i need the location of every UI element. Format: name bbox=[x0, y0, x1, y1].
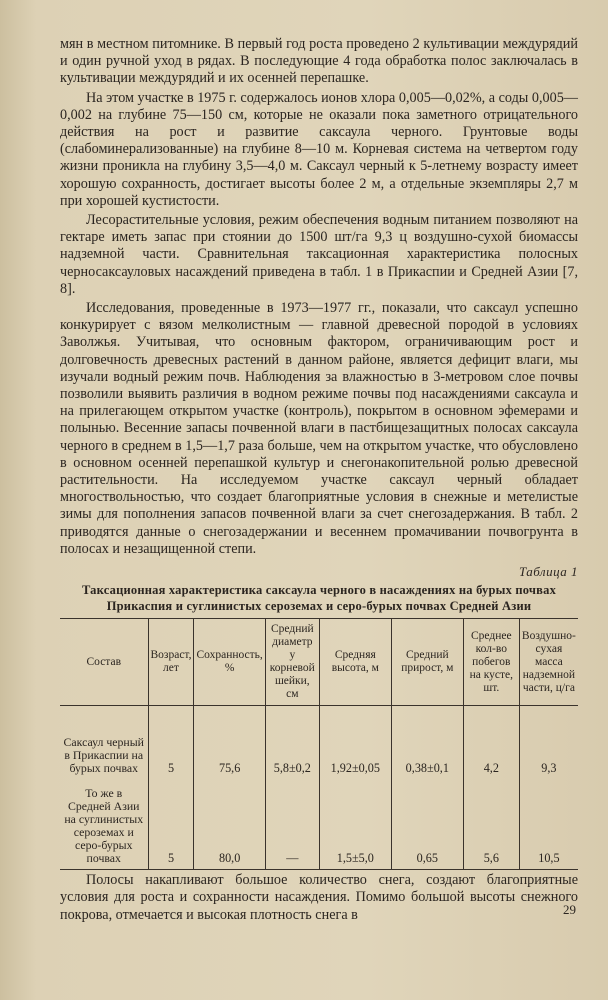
header-diameter: Средний диаметр у корневой шейки, см bbox=[265, 619, 319, 706]
paragraph-1: мян в местном питомнике. В первый год роста проведено 2 культивации междурядий и один ручной уход в рядах. В последующие 4 года обработка полос заключалась в культивации междурядий и их осенней перепашке. bbox=[60, 36, 578, 87]
header-age: Возраст, лет bbox=[148, 619, 194, 706]
cell-growth: 0,65 bbox=[391, 783, 463, 870]
cell-composition: Саксаул черный в Прикаспии на бурых почвах bbox=[63, 735, 144, 776]
cell-age: 5 bbox=[148, 783, 194, 870]
page-number: 29 bbox=[563, 902, 576, 917]
table-row bbox=[60, 706, 578, 784]
cell-composition: То же в Средней Азии на суглинистых сероземах и серо-бурых почвах bbox=[60, 783, 148, 870]
header-biomass: Воздушно-сухая масса надземной части, ц/га bbox=[519, 619, 578, 706]
cell-biomass: 9,3 bbox=[519, 706, 578, 784]
paragraph-2: На этом участке в 1975 г. содержалось ионов хлора 0,005—0,02%, а соды 0,005—0,002 на глубине 75—150 см, которые не оказали пока заметного отрицательного действия на рост и развитие саксаула черного. Грунтовые воды (слабоминерализованные) на глубине 8—10 м. Корневая система на четвертом году жизни проникла на глубину 3,5—4,0 м. Саксаул черный к 5-летнему возрасту имеет хорошую сохранность, достигает высоты более 2 м, а отдельные экземпляры 2,7 м при хорошей кустистости. bbox=[60, 89, 578, 209]
cell-shoots: 5,6 bbox=[463, 783, 519, 870]
cell-shoots: 4,2 bbox=[463, 706, 519, 784]
table-row bbox=[60, 783, 578, 870]
data-table bbox=[60, 618, 578, 870]
table-caption-line-1: Таксационная характеристика саксаула черного в насаждениях на бурых почвах bbox=[81, 583, 557, 598]
table-label: Таблица 1 bbox=[518, 564, 578, 580]
header-growth: Средний прирост, м bbox=[391, 619, 463, 706]
header-shoots: Среднее кол-во побегов на кусте, шт. bbox=[463, 619, 519, 706]
cell-growth: 0,38±0,1 bbox=[391, 706, 463, 784]
cell-survival: 75,6 bbox=[194, 706, 265, 784]
cell-survival: 80,0 bbox=[194, 783, 265, 870]
cell-height: 1,92±0,05 bbox=[319, 706, 391, 784]
header-survival: Сохранность, % bbox=[194, 619, 265, 706]
cell-height: 1,5±5,0 bbox=[319, 783, 391, 870]
closing-paragraph: Полосы накапливают большое количество снега, создают благоприятные условия для роста и сохранности насаждения. Помимо большой высоты снежного покрова, отмечается и высокая плотность снега в bbox=[60, 872, 578, 923]
cell-diameter: 5,8±0,2 bbox=[265, 706, 319, 784]
paragraph-4: Исследования, проведенные в 1973—1977 гг., показали, что саксаул успешно конкурирует с вязом мелколистным — главной древесной породой в условиях Заволжья. Учитывая, что основным фактором, ограничивающим рост и долговечность древесных растений в данном районе, является дефицит влаги, мы изучали водный режим почв. Наблюдения за влажностью в 3-метровом слое почвы позволили выявить различия в водном режиме почвы под насаждениями саксаула и на прилегающем открытом участке (контроль), покрытом в основном эфемерами и полынью. Весенние запасы почвенной влаги в пастбищезащитных полосах саксаула черного в среднем в 1,5—1,7 раза больше, чем на открытом участке, что обусловлено в основном осенней перепашкой культур и снегонакопительной ролью древесной растительности. На исследуемом участке саксаул черный обладает многоствольностью, что создает благоприятные условия в снежные и метелистые зимы для пополнения запасов почвенной влаги за счет снегозадержания. В табл. 2 приводятся данные о снегозадержании и весеннем промачивании почвогрунта в полосах и незащищенной степи. bbox=[60, 300, 578, 557]
paragraph-3: Лесорастительные условия, режим обеспечения водным питанием позволяют на гектаре иметь запас при стоянии до 1500 шт/га 9,3 ц воздушно-сухой биомассы надземной части. Сравнительная таксационная характеристика полосных черносаксауловых насаждений приведена в табл. 1 в Прикаспии и Средней Азии [7, 8]. bbox=[60, 212, 578, 297]
cell-diameter: — bbox=[265, 783, 319, 870]
cell-biomass: 10,5 bbox=[519, 783, 578, 870]
table-caption bbox=[60, 582, 578, 614]
header-height: Средняя высота, м bbox=[319, 619, 391, 706]
header-composition: Состав bbox=[60, 619, 148, 706]
table-caption-line-2: Прикаспия и суглинистых сероземах и серо-бурых почвах Средней Азии bbox=[106, 599, 532, 614]
table-header-row bbox=[60, 619, 578, 706]
cell-age: 5 bbox=[148, 706, 194, 784]
